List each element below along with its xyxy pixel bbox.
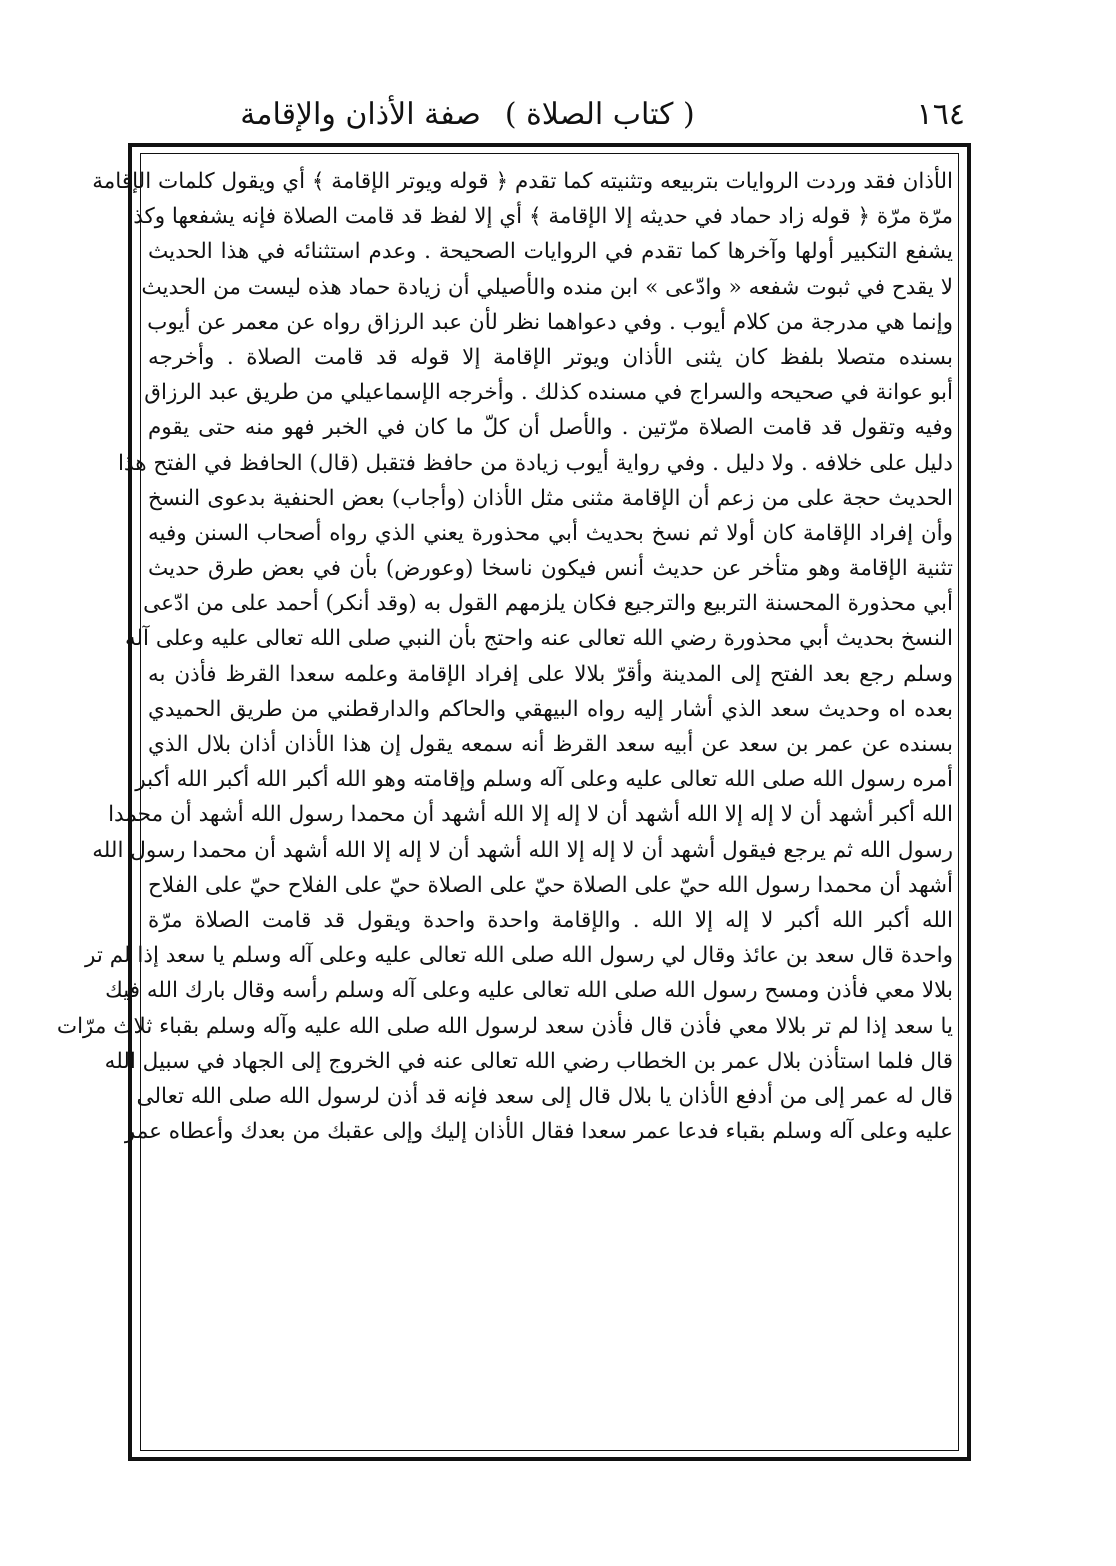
commentary-body <box>56 164 953 1454</box>
section-title: صفة الأذان والإقامة <box>240 97 481 132</box>
text-line: مرّة مرّة ﴿ قوله زاد حماد في حديثه إلا الإقامة ﴾ أي إلا لفظ قد قامت الصلاة فإنه يشفعها وكذا <box>127 204 953 230</box>
text-line: تثنية الإقامة وهو متأخر عن حديث أنس فيكون ناسخا (وعورض) بأن في بعض طرق حديث <box>148 556 953 582</box>
text-line: قال فلما استأذن بلال عمر بن الخطاب رضي الله تعالى عنه في الخروج إلى الجهاد في سبيل الله <box>104 1048 953 1074</box>
text-line: بسنده متصلا بلفظ كان يثنى الأذان ويوتر الإقامة إلا قوله قد قامت الصلاة . وأخرجه <box>148 344 953 370</box>
text-line: واحدة قال سعد بن عائذ وقال لي رسول الله صلى الله تعالى عليه وعلى آله وسلم يا سعد إذا لم تر <box>85 943 953 969</box>
text-line: بعده اه وحديث سعد الذي أشار إليه رواه البيهقي والحاكم والدارقطني من طريق الحميدي <box>148 696 953 722</box>
text-line: بسنده عن عمر بن سعد عن أبيه سعد القرظ أنه سمعه يقول إن هذا الأذان أذان بلال الذي <box>148 732 953 757</box>
text-line: الله أكبر الله أكبر لا إله إلا الله . والإقامة واحدة واحدة ويقول قد قامت الصلاة مرّة <box>148 907 953 933</box>
text-line: وفيه وتقول قد قامت الصلاة مرّتين . والأصل أن كلّ ما كان في الخبر فهو منه حتى يقوم <box>148 415 953 441</box>
text-line: النسخ بحديث أبي محذورة رضي الله تعالى عنه واحتج بأن النبي صلى الله تعالى عليه وعلى آله <box>124 626 953 652</box>
text-line: أبو عوانة في صحيحه والسراج في مسنده كذلك . وأخرجه الإسماعيلي من طريق عبد الرزاق <box>144 380 953 406</box>
running-title <box>120 95 815 135</box>
text-line: عليه وعلى آله وسلم بقباء فدعا عمر سعدا فقال الأذان إليك وإلى عقبك من بعدك وأعطاه عمر <box>124 1119 953 1145</box>
text-line: أشهد أن محمدا رسول الله حيّ على الصلاة حيّ على الصلاة حيّ على الفلاح حيّ على الفلاح <box>148 872 953 898</box>
text-line: وسلم رجع بعد الفتح إلى المدينة وأقرّ بلالا على إفراد الإقامة وعلمه سعدا القرظ فأذن به <box>148 661 953 687</box>
text-line: الله أكبر أشهد أن لا إله إلا الله أشهد أن لا إله إلا الله أشهد أن محمدا رسول الله أشهد أن محمدا <box>108 802 953 828</box>
text-line: يشفع التكبير أولها وآخرها كما تقدم في الروايات الصحيحة . وعدم استثنائه في هذا الحديث <box>148 239 953 265</box>
page-header <box>120 95 965 145</box>
text-line: قال له عمر إلى من أدفع الأذان يا بلال قال إلى سعد فإنه قد أذن لرسول الله صلى الله تعالى <box>136 1083 953 1109</box>
text-line: يا سعد إذا لم تر بلالا معي فأذن قال فأذن سعد لرسول الله صلى الله عليه وآله وسلم بقباء ثلاث مرّات <box>56 1013 953 1039</box>
text-line: بلالا معي فأذن ومسح رسول الله صلى الله تعالى عليه وعلى آله وسلم رأسه وقال بارك الله فيك <box>105 978 953 1004</box>
text-line: رسول الله ثم يرجع فيقول أشهد أن لا إله إلا الله أشهد أن لا إله إلا الله أشهد أن محمدا رسول الله <box>92 837 953 863</box>
page-number: ١٦٤ <box>916 97 965 132</box>
book-title: ( كتاب الصلاة ) <box>504 97 695 132</box>
text-line: وإنما هي مدرجة من كلام أيوب . وفي دعواهما نظر لأن عبد الرزاق رواه عن معمر عن أيوب <box>147 309 953 335</box>
text-line: الحديث حجة على من زعم أن الإقامة مثنى مثل الأذان (وأجاب) بعض الحنفية بدعوى النسخ <box>148 485 953 511</box>
text-line: دليل على خلافه . ولا دليل . وفي رواية أيوب زيادة من حافظ فتقبل (قال) الحافظ في الفتح هذا <box>117 450 953 476</box>
text-line: أبي محذورة المحسنة التربيع والترجيع فكان يلزمهم القول به (وقد أنكر) أحمد على من ادّعى <box>143 591 953 617</box>
text-line: لا يقدح في ثبوت شفعه « وادّعى » ابن منده والأصيلي أن زيادة حماد هذه ليست من الحديث <box>141 274 953 300</box>
text-line: أمره رسول الله صلى الله تعالى عليه وعلى آله وسلم وإقامته وهو الله أكبر الله أكبر الله أكبر <box>135 767 953 793</box>
text-line: الأذان فقد وردت الروايات بتربيعه وتثنيته كما تقدم ﴿ قوله ويوتر الإقامة ﴾ أي ويقول كلمات الإقامة <box>92 169 953 194</box>
text-line: وأن إفراد الإقامة كان أولا ثم نسخ بحديث أبي محذورة يعني الذي رواه أصحاب السنن وفيه <box>148 520 953 546</box>
